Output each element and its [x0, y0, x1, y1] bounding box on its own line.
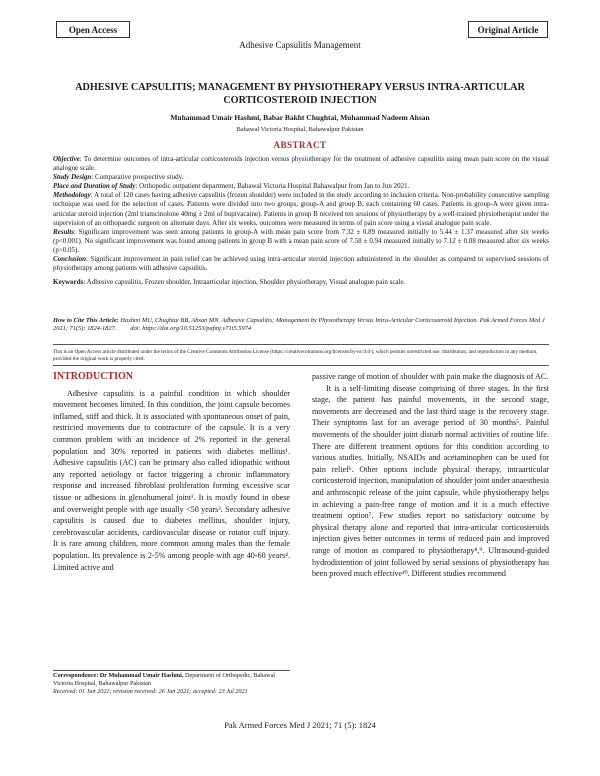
intro-paragraph-continued: passive range of motion of shoulder with pain make the diagnosis of AC. — [312, 372, 549, 381]
intro-paragraph-1: Adhesive capsulitis is a painful condition in which shoulder movement becomes limited. In this condition, the joint capsule becomes inflamed, stiff and thick. It is associated with spontaneous onset of pain, restricted movements due to contracture of the capsule. It is a very common problem with an incidence of 2% reported in the general population and 30% reported in patients with diabetes mellitus¹. Adhesive capsulitis (AC) can be primary also called idiopathic without any reported aetiology or factor triggering a chronic inflammatory response and increased fibroblast proliferation forming excessive scar tissue or adhesions in glenohumeral joint². It is mostly found in obese and overweight people with age usually <50 years³. Secondary adhesive capsulitis is caused due to diabetes mellitus, shoulder injury, cerebrovascular accidents, cardiovascular disease or rotator cuff injury. It is rare among children, more common among males than the female population. Its prevalence is 2-5% among people with age 40-60 years⁴. Limited active and — [53, 388, 290, 572]
correspondence-label: Correspondence: Dr Muhammad Umair Hashmi, — [53, 672, 184, 679]
abstract-design — [53, 173, 549, 182]
place-text: : Orthopedic outpatient department, Bahawal Victoria Hospital Bahawalpur from Jan to Jun 2021. — [135, 182, 410, 191]
author-list: Muhammad Umair Hashmi, Babar Bakht Chughtai, Muhammad Nadeem Ahsan — [170, 113, 430, 122]
keywords — [53, 278, 549, 287]
citation-text: Hashmi MU, Chughtai BB, Ahsan MN. Adhesive Capsulitis; Management by Physiotherapy Versus Intra-Articular Corticosteroid Injection. Pak Armed Forces Med J 2021; 71(5): 1824-1827. — [53, 317, 545, 333]
conclusion-label: Conclusion — [53, 255, 87, 264]
right-column — [312, 371, 549, 580]
citation-block — [53, 317, 549, 334]
abstract-objective — [53, 155, 549, 173]
abstract-results — [53, 228, 549, 255]
abstract-place — [53, 182, 549, 191]
conclusion-text: : Significant improvement in pain relief can be achieved using intra-articular steroid injection administered in the shoulder as compared to supervised sessions of physiotherapy among patients with adhesive capsulitis. — [53, 255, 549, 273]
divider-bottom — [53, 365, 549, 366]
article-title: ADHESIVE CAPSULITIS; MANAGEMENT BY PHYSIOTHERAPY VERSUS INTRA-ARTICULAR CORTICOSTEROID INJECTION — [75, 82, 525, 106]
intro-paragraph-2: It is a self-limiting disease comprising of three stages. In the first stage, the patient has painful movements, in the second stage, movements are decreased and the last third stage is the recovery stage. Their symptoms last for an average period of 30 months⁵. Painful movements of the shoulder joint disturb normal activities of routine life. There are different treatment options for this condition according to various studies. Initially, NSAIDs and acetaminophen can be used for pain relief⁶. Other options include physical therapy, intraarticular corticosteroid injection, manipulation of shoulder joint under anaesthesia and arthroscopic release of the joint capsule, while physiotherapy helps in achieving a pain-free range of motion and it is a much effective treatment option⁷. Few studies report no satisfactory outcome by physical therapy alone and reported that intra-articular corticosteroids injection gives better outcomes in terms of reduced pain and improved range of motion as compared to physiotherapy⁸,⁹. Ultrasound-guided hydrodistention of joint followed by serial sessions of physiotherapy has been proved much effective¹⁰. Different studies recommend — [312, 383, 549, 579]
correspondence-divider — [53, 670, 290, 671]
results-label: Results — [53, 227, 75, 236]
objective-label: Objective — [53, 155, 80, 163]
abstract-heading: ABSTRACT — [273, 140, 327, 150]
license-notice: This is an Open Access article distributed under the terms of the Creative Commons Attribution License (https://creativecommons.org/licenses/by-nc/4.0/), which permits unrestricted use, distribution, and reproduction in any medium, provided the original work is properly cited. — [53, 349, 538, 362]
manuscript-dates: Received: 01 Jan 2021; revision received: 26 Jun 2021; accepted: 23 Jul 2021 — [53, 688, 248, 696]
left-column — [53, 371, 290, 573]
abstract-methodology — [53, 191, 549, 227]
abstract-conclusion — [53, 255, 549, 273]
introduction-heading: INTRODUCTION — [53, 371, 134, 382]
divider-top — [53, 344, 549, 345]
design-text: : Comparative prospective study. — [91, 173, 184, 182]
doi-link[interactable]: doi: https://doi.org/10.51253/pafmj.v71i5.5974 — [130, 325, 252, 333]
running-header: Adhesive Capsulitis Management — [239, 40, 361, 50]
results-text: : Significant improvement was seen among patients in group-A with mean pain score from 7.32 ± 0.89 measured initially to 5.44 ± 1.37 measured after six weeks (p<0.001). No significant improvement was found among patients in group B with a mean pain score of 7.58 ± 0.94 measured initially to 7.12 ± 0.88 measured after six weeks (p>0.05). — [53, 227, 549, 254]
keywords-text: : Adhesive capsulitis, Frozen shoulder, Intraarticular injection, Shoulder physiotherapy, Visual analogue pain scale. — [83, 278, 406, 287]
affiliation: Bahawal Victoria Hospital, Bahawalpur Pakistan — [236, 126, 364, 133]
design-label: Study Design — [53, 173, 92, 182]
place-label: Place and Duration of Study — [53, 182, 136, 191]
methodology-text: : A total of 120 cases having adhesive capsulitis (frozen shoulder) were included in the study according to inclusion criteria. Non-probability consecutive sampling technique was used for the selection of cases. Patients were divided into two groups, group-A and group B, each containing 60 cases. Patients in group-A were given intra-articular steroid injection (2ml triamcinolone 40mg ± 2ml of bupivacaine). Patients in group B received ten sessions of physiotherapy by a well-trained physiotherapist under the supervision of an orthopaedic surgeon on alternate days. After six weeks, outcomes were measured in terms of pain score using a visual analogue pain scale. — [53, 191, 549, 227]
open-access-badge: Open Access — [56, 21, 130, 38]
keywords-label: Keywords — [53, 278, 84, 287]
objective-text: : To determine outcomes of intra-articular corticosteroids injection versus physiotherapy for the treatment of adhesive capsulitis using mean pain score on the visual analogue scale. — [53, 155, 549, 173]
abstract-body — [53, 155, 549, 287]
correspondence-block — [53, 672, 290, 697]
original-article-badge: Original Article — [468, 21, 548, 38]
methodology-label: Methodology — [53, 191, 91, 200]
page-footer: Pak Armed Forces Med J 2021; 71 (5): 1824 — [224, 720, 376, 730]
correspondence-text: Department of Orthopedic, Bahawal Victoria Hospital, Bahawalpur Pakistan — [53, 672, 276, 688]
citation-label: How to Cite This Article: — [53, 317, 119, 324]
